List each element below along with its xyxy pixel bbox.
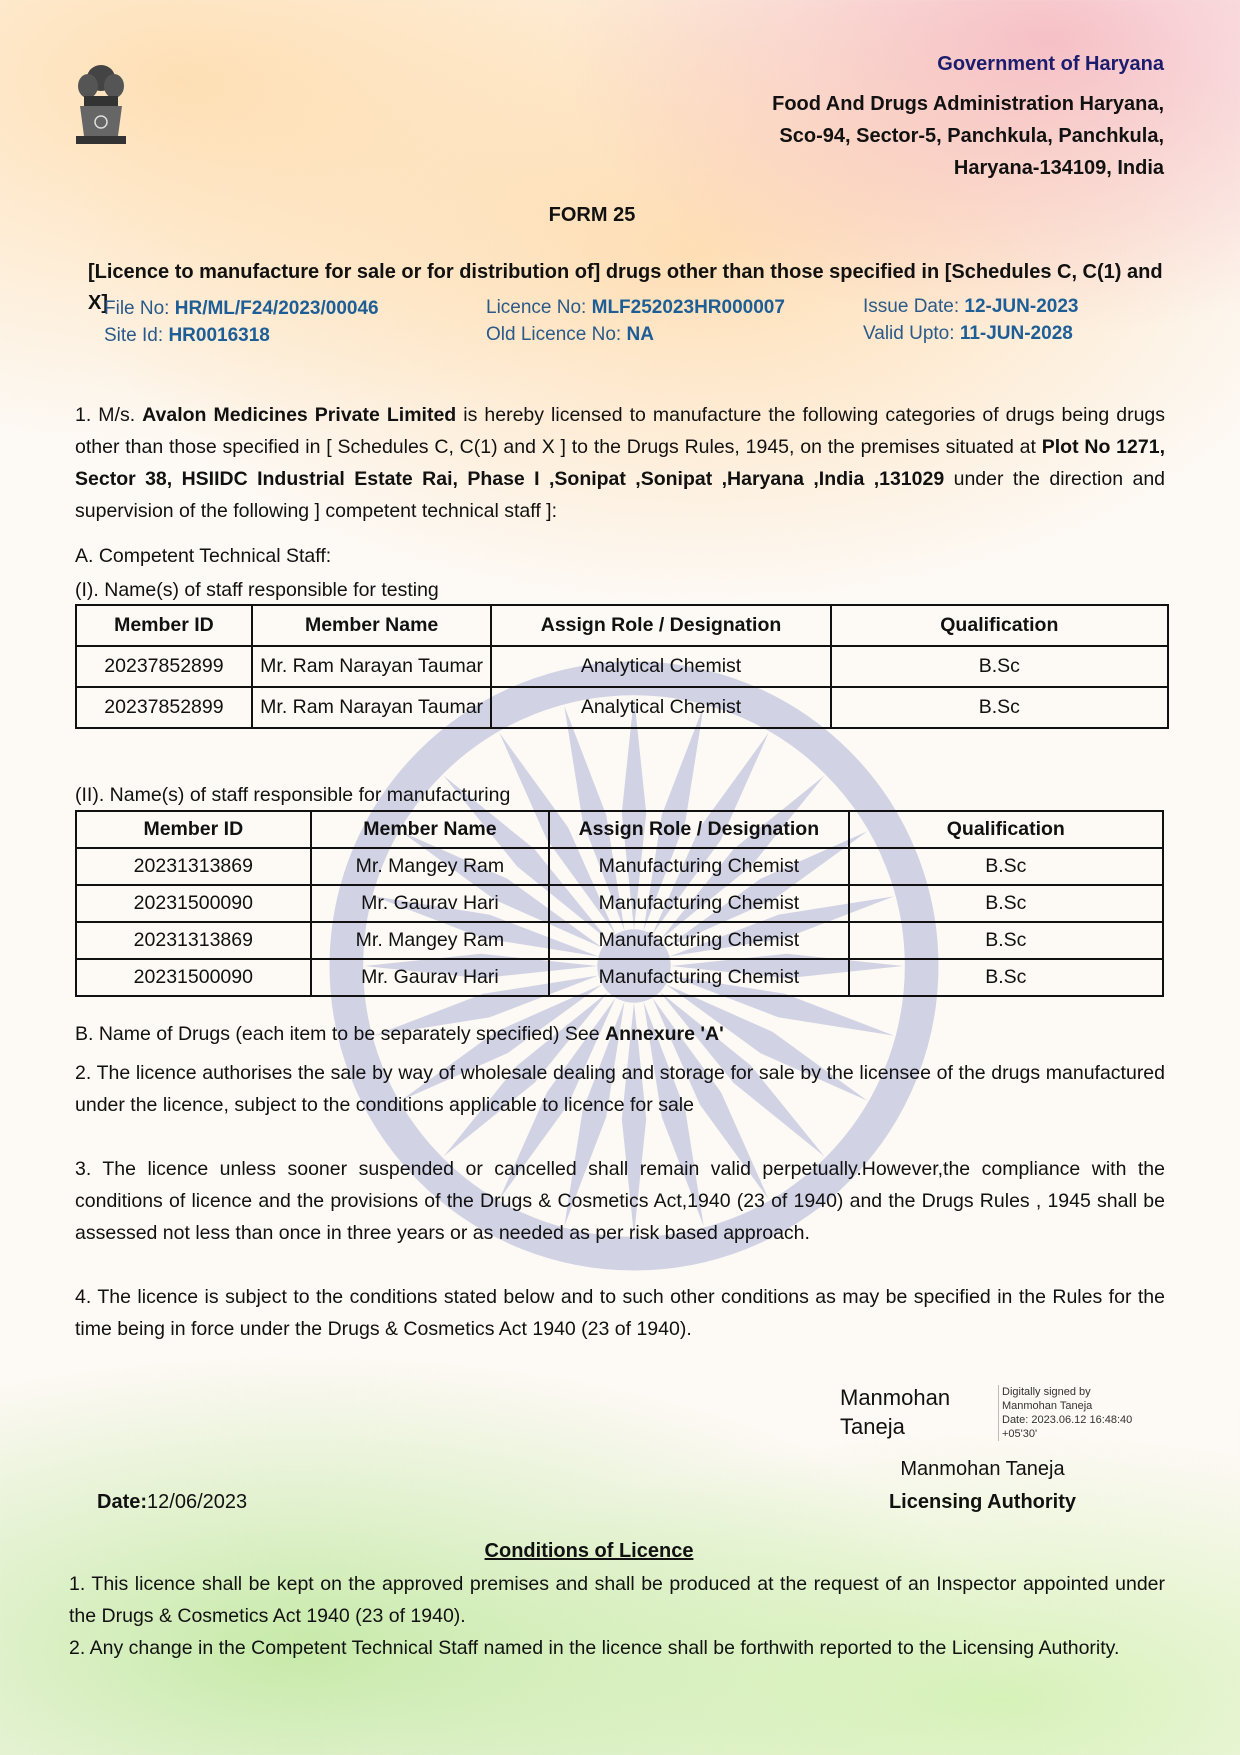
member-id: 20231313869 bbox=[76, 922, 311, 959]
designation: Analytical Chemist bbox=[491, 646, 830, 687]
designation: Manufacturing Chemist bbox=[549, 848, 848, 885]
signatory-role: Licensing Authority bbox=[888, 1491, 1077, 1513]
signature bbox=[840, 1383, 950, 1441]
meta-file-site bbox=[104, 295, 379, 349]
qualification: B.Sc bbox=[849, 922, 1163, 959]
column-header: Assign Role / Designation bbox=[491, 605, 830, 646]
old-licence-label: Old Licence No: bbox=[486, 324, 622, 345]
digital-line: Manmohan Taneja bbox=[1002, 1400, 1093, 1412]
table-row bbox=[76, 687, 1168, 728]
address-line: Haryana-134109, India bbox=[953, 157, 1164, 179]
digital-line: +05'30' bbox=[1002, 1428, 1038, 1440]
member-id: 20231500090 bbox=[76, 959, 311, 996]
issue-date: 12-JUN-2023 bbox=[964, 296, 1079, 317]
government-name: Government of Haryana bbox=[937, 53, 1164, 75]
licence-title: [Licence to manufacture for sale or for distribution of] drugs other than those specified in [Schedules C, C(1) and X] bbox=[88, 261, 1163, 314]
staff-heading: A. Competent Technical Staff: bbox=[75, 545, 332, 567]
member-name: Mr. Mangey Ram bbox=[311, 922, 549, 959]
qualification: B.Sc bbox=[849, 959, 1163, 996]
condition-item: 1. This licence shall be kept on the approved premises and shall be produced at the request of an Inspector appointed under the Drugs & Cosmetics Act 1940 (23 of 1940). bbox=[69, 1573, 1165, 1627]
member-name: Mr. Gaurav Hari bbox=[311, 959, 549, 996]
table-header-row bbox=[76, 811, 1163, 848]
premises-address: Plot No 1271, Sector 38, HSIIDC Industrial Estate Rai, Phase I ,Sonipat ,Sonipat ,Haryana ,India ,131029 bbox=[75, 436, 1165, 490]
licence-paragraph-3: 3. The licence unless sooner suspended or cancelled shall remain valid perpetually.However,the compliance with the conditions of licence and the provisions of the Drugs & Cosmetics Act,1940 (23 of 1940) and the Drugs Rules , 1945 shall be assessed not less than once in three years or as needed as per risk based approach. bbox=[75, 1158, 1165, 1244]
table-row bbox=[76, 848, 1163, 885]
table-row bbox=[76, 646, 1168, 687]
drugs-line-text: B. Name of Drugs (each item to be separately specified) See bbox=[75, 1023, 600, 1045]
address-line: Sco-94, Sector-5, Panchkula, Panchkula, bbox=[779, 125, 1164, 147]
date-label: Date: bbox=[97, 1491, 148, 1513]
designation: Manufacturing Chemist bbox=[549, 959, 848, 996]
manufacturing-heading: (II). Name(s) of staff responsible for manufacturing bbox=[75, 784, 511, 806]
member-name: Mr. Ram Narayan Taumar bbox=[252, 646, 492, 687]
table-row bbox=[76, 885, 1163, 922]
testing-staff-table bbox=[75, 604, 1169, 729]
digital-line: Date: 2023.06.12 16:48:40 bbox=[1002, 1414, 1133, 1426]
address-line: Food And Drugs Administration Haryana, bbox=[772, 93, 1164, 115]
designation: Manufacturing Chemist bbox=[549, 922, 848, 959]
valid-upto-label: Valid Upto: bbox=[863, 323, 955, 344]
table-row bbox=[76, 922, 1163, 959]
para1-text-end: under the direction and supervision of the following ] competent technical staff ]: bbox=[75, 468, 1166, 522]
licence-paragraph-4: 4. The licence is subject to the conditions stated below and to such other conditions as may be specified in the Rules for the time being in force under the Drugs & Cosmetics Act 1940 (23 of 1940). bbox=[75, 1286, 1165, 1340]
licence-paragraph-2: 2. The licence authorises the sale by way of wholesale dealing and storage for sale by the licensee of the drugs manufactured under the licence, subject to the conditions applicable to licence for sale bbox=[75, 1062, 1165, 1116]
member-name: Mr. Gaurav Hari bbox=[311, 885, 549, 922]
licence-no-label: Licence No: bbox=[486, 297, 587, 318]
drugs-line bbox=[75, 1023, 724, 1046]
valid-upto: 11-JUN-2028 bbox=[959, 323, 1073, 344]
site-id: HR0016318 bbox=[168, 325, 270, 346]
meta-licence bbox=[486, 294, 785, 348]
old-licence-no: NA bbox=[626, 324, 654, 345]
member-name: Mr. Mangey Ram bbox=[311, 848, 549, 885]
table-header-row bbox=[76, 605, 1168, 646]
date-value: 12/06/2023 bbox=[147, 1491, 248, 1513]
column-header: Member ID bbox=[76, 811, 311, 848]
para1-prefix: 1. M/s. bbox=[75, 404, 136, 426]
file-no: HR/ML/F24/2023/00046 bbox=[174, 298, 379, 319]
qualification: B.Sc bbox=[849, 848, 1163, 885]
member-id: 20237852899 bbox=[76, 687, 252, 728]
licence-no: MLF252023HR000007 bbox=[591, 297, 785, 318]
member-id: 20231500090 bbox=[76, 885, 311, 922]
column-header: Qualification bbox=[849, 811, 1163, 848]
annexure-reference: Annexure 'A' bbox=[605, 1023, 724, 1045]
manufacturing-staff-table bbox=[75, 810, 1164, 997]
testing-heading: (I). Name(s) of staff responsible for testing bbox=[75, 579, 439, 601]
designation: Analytical Chemist bbox=[491, 687, 830, 728]
digital-signature-stamp bbox=[998, 1385, 1132, 1441]
column-header: Member Name bbox=[252, 605, 492, 646]
authority-address bbox=[772, 88, 1164, 184]
para1-text: is hereby licensed to manufacture the following categories of drugs being drugs other than those specified in [ Schedules C, C(1) and X ] to the Drugs Rules, 1945, on the premises situated at bbox=[75, 404, 1166, 458]
company-name: Avalon Medicines Private Limited bbox=[142, 404, 457, 426]
qualification: B.Sc bbox=[849, 885, 1163, 922]
member-name: Mr. Ram Narayan Taumar bbox=[252, 687, 492, 728]
column-header: Qualification bbox=[831, 605, 1168, 646]
column-header: Member Name bbox=[311, 811, 549, 848]
site-id-label: Site Id: bbox=[104, 325, 164, 346]
signature-line: Taneja bbox=[840, 1414, 905, 1439]
meta-dates bbox=[863, 293, 1078, 347]
signature-line: Manmohan bbox=[840, 1385, 951, 1410]
column-header: Assign Role / Designation bbox=[549, 811, 848, 848]
designation: Manufacturing Chemist bbox=[549, 885, 848, 922]
signatory-name: Manmohan Taneja bbox=[900, 1458, 1065, 1480]
condition-item: 2. Any change in the Competent Technical Staff named in the licence shall be forthwith reported to the Licensing Authority. bbox=[69, 1637, 1120, 1659]
conditions-heading: Conditions of Licence bbox=[484, 1540, 694, 1562]
issue-date-label: Issue Date: bbox=[863, 296, 960, 317]
column-header: Member ID bbox=[76, 605, 252, 646]
state-emblem-icon bbox=[70, 60, 132, 150]
member-id: 20237852899 bbox=[76, 646, 252, 687]
file-no-label: File No: bbox=[104, 298, 170, 319]
issue-date-footer bbox=[97, 1491, 247, 1514]
qualification: B.Sc bbox=[831, 687, 1168, 728]
qualification: B.Sc bbox=[831, 646, 1168, 687]
licence-paragraph-1 bbox=[75, 399, 1165, 527]
form-title: FORM 25 bbox=[548, 204, 636, 226]
digital-line: Digitally signed by bbox=[1002, 1386, 1091, 1398]
member-id: 20231313869 bbox=[76, 848, 311, 885]
table-row bbox=[76, 959, 1163, 996]
